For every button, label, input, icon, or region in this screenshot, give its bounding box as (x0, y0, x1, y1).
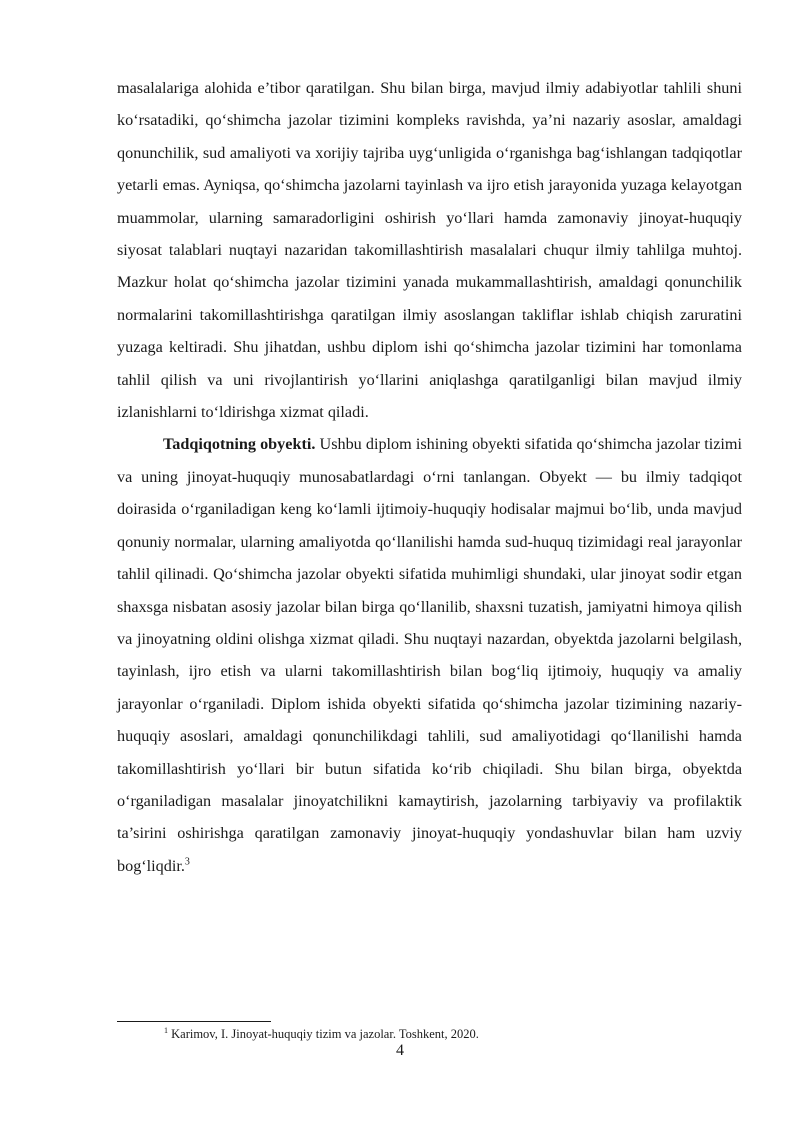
body-paragraph-continued: masalalariga alohida e’tibor qaratilgan. Shu bilan birga, mavjud ilmiy adabiyotlar tahlili shuni ko‘rsatadiki, qo‘shimcha jazolar tizimini kompleks ravishda, ya’ni nazariy asoslar, amaldagi qonunchilik, sud amaliyoti va xorijiy tajriba uyg‘unligida o‘rganishga bag‘ishlangan tadqiqotlar yetarli emas. Ayniqsa, qo‘shimcha jazolarni tayinlash va ijro etish jarayonida yuzaga kelayotgan muammolar, ularning samaradorligini oshirish yo‘llari hamda zamonaviy jinoyat-huquqiy siyosat talablari nuqtayi nazaridan takomillashtirish masalalari chuqur ilmiy tahlilga muhtoj. Mazkur holat qo‘shimcha jazolar tizimini yanada mukammallashtirish, amaldagi qonunchilik normalarini takomillashtirishga qaratilgan ilmiy asoslangan takliflar ishlab chiqish zaruratini yuzaga keltiradi. Shu jihatdan, ushbu diplom ishi qo‘shimcha jazolar tizimini har tomonlama tahlil qilish va uni rivojlantirish yo‘llarini aniqlashga qaratilganligi bilan mavjud ilmiy izlanishlarni to‘ldirishga xizmat qiladi. (117, 79, 742, 422)
body-paragraph-research-object (117, 428, 742, 882)
paragraph-heading: Tadqiqotning obyekti. (163, 435, 316, 454)
document-page (117, 72, 742, 882)
footnote-marker: 1 (164, 1025, 168, 1035)
paragraph-text: Ushbu diplom ishining obyekti sifatida qo‘shimcha jazolar tizimi va uning jinoyat-huquqiy munosabatlardagi o‘rni tanlangan. Obyekt — bu ilmiy tadqiqot doirasida o‘rganiladigan keng ko‘lamli ijtimoiy-huquqiy hodisalar majmui bo‘lib, unda mavjud qonuniy normalar, ularning amaliyotda qo‘llanilishi hamda sud-huquq tizimidagi real jarayonlar tahlil qilinadi. Qo‘shimcha jazolar obyekti sifatida muhimligi shundaki, ular jinoyat sodir etgan shaxsga nisbatan asosiy jazolar bilan birga qo‘llanilib, shaxsni tuzatish, jamiyatni himoya qilish va jinoyatning oldini olishga xizmat qiladi. Shu nuqtayi nazardan, obyektda jazolarni belgilash, tayinlash, ijro etish va ularni takomillashtirish bilan bog‘liq ijtimoiy, huquqiy va amaliy jarayonlar o‘rganiladi. Diplom ishida obyekti sifatida qo‘shimcha jazolar tizimining nazariy-huquqiy asoslari, amaldagi qonunchilikdagi tahlili, sud amaliyotidagi qo‘llanilishi hamda takomillashtirish yo‘llari bir butun sifatida ko‘rib chiqiladi. Shu bilan birga, obyektda o‘rganiladigan masalalar jinoyatchilikni kamaytirish, jazolarning tarbiyaviy va profilaktik ta’sirini oshirishga qaratilgan zamonaviy jinoyat-huquqiy yondashuvlar bilan ham uzviy bog‘liqdir. (117, 435, 742, 875)
footnote-reference[interactable]: 3 (184, 856, 190, 868)
footnote-text: Karimov, I. Jinoyat-huquqiy tizim va jazolar. Toshkent, 2020. (171, 1027, 479, 1041)
footnote (164, 1026, 479, 1042)
page-number: 4 (396, 1042, 404, 1059)
footnote-separator (117, 1021, 271, 1022)
